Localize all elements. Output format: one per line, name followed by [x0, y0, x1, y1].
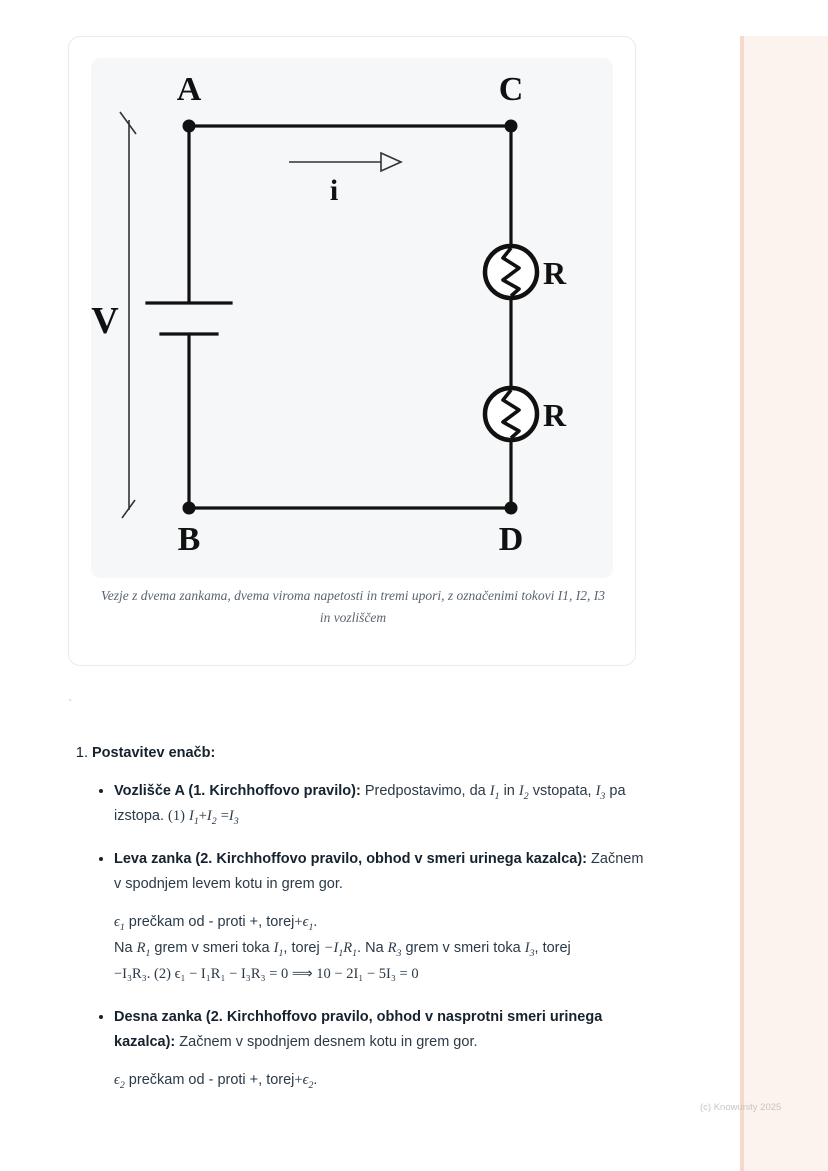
rl1-period: .	[313, 1072, 318, 1089]
eq1-equals: =	[220, 808, 229, 825]
ll2-b: grem v smeri toka	[154, 939, 270, 956]
figure-card	[68, 36, 636, 666]
bullet-node-a	[114, 779, 648, 829]
node-label-c: C	[498, 71, 524, 108]
bullet-node-a-text-3: vstopata,	[532, 783, 592, 800]
bullet-left-loop	[114, 847, 648, 987]
rl1-text: prečkam od - proti +, torej	[128, 1072, 295, 1089]
solution-step-list	[68, 742, 648, 1094]
equation-tag-1: (1)	[168, 808, 185, 825]
article-body	[68, 742, 648, 1112]
ll2-term-i1r1: $-I_1R_1$	[323, 939, 358, 959]
left-loop-line1-period: .	[313, 913, 318, 930]
node-dot-a	[183, 120, 196, 133]
right-page-strip	[740, 36, 828, 1171]
voltage-source-label: V	[91, 300, 119, 342]
left-loop-line1-plus: +	[294, 913, 303, 930]
node-dot-b	[183, 502, 196, 515]
circuit-diagram-svg	[91, 58, 613, 578]
ll2-e: grem v smeri toka	[405, 939, 521, 956]
symbol-r1: $R_1$	[136, 939, 151, 959]
symbol-epsilon-1: $\epsilon_1$	[114, 913, 125, 933]
ll2-f: , torej	[534, 939, 571, 956]
bullet-right-loop-text: Začnem v spodnjem desnem kotu in grem gor.	[179, 1034, 478, 1051]
left-loop-math-line-1	[114, 910, 648, 936]
left-loop-line1-text: prečkam od - proti +, torej	[128, 913, 295, 930]
bullet-node-a-text-4: pa izstopa.	[114, 783, 626, 825]
bullet-left-loop-text: Začnem v spodnjem levem kotu in grem gor.	[114, 851, 644, 892]
current-arrow-head	[381, 153, 401, 171]
node-dot-d	[505, 502, 518, 515]
eq1-i1: $I_1$	[188, 808, 199, 828]
resistor-top-label: R	[543, 255, 567, 291]
copyright-watermark: (c) Knowunity 2025	[700, 1102, 782, 1113]
symbol-i3: $I_3$	[595, 783, 606, 803]
symbol-epsilon-2: $\epsilon_2$	[114, 1072, 125, 1092]
bullet-node-a-text-1: Predpostavimo, da	[364, 783, 486, 800]
left-loop-math-line-3: −I₃R₃. (2) ϵ₁ − I₁R₁ − I₃R₃ = 0 ⟹ 10 − 2I₁ − 5I₃ = 0	[114, 965, 419, 982]
ll2-i3: $I_3$	[524, 939, 535, 959]
resistor-bottom-label: R	[543, 397, 567, 433]
circuit-diagram-panel	[91, 58, 613, 578]
node-dot-c	[505, 120, 518, 133]
eq1-i3: $I_3$	[228, 808, 239, 828]
voltage-bracket-arrow-top	[120, 112, 136, 134]
right-loop-math-line-1	[114, 1068, 648, 1094]
step-heading: Postavitev enačb:	[92, 745, 216, 761]
rule-bullet-list	[92, 779, 648, 1094]
ll2-i1: $I_1$	[273, 939, 284, 959]
rl1-plus: +	[294, 1072, 303, 1089]
rl1-eps2: $\epsilon_2$	[302, 1072, 314, 1092]
stray-backtick-text: `	[66, 698, 75, 714]
bullet-right-loop	[114, 1005, 648, 1094]
bullet-node-a-lead: Vozlišče A (1. Kirchhoffovo pravilo):	[114, 783, 361, 800]
left-loop-math-line-2	[114, 936, 648, 962]
bullet-right-loop-lead: Desna zanka (2. Kirchhoffovo pravilo, obhod v nasprotni smeri urinega kazalca):	[114, 1009, 603, 1051]
solution-step-1	[92, 742, 648, 1094]
left-loop-line1-eps2: $\epsilon_1$	[302, 913, 314, 933]
right-loop-math	[114, 1068, 648, 1094]
node-label-d: D	[498, 521, 524, 558]
right-page-strip-edge	[740, 36, 744, 1171]
node-label-b: B	[177, 521, 201, 558]
symbol-i2: $I_2$	[518, 783, 529, 803]
left-loop-math	[114, 910, 648, 987]
current-label-i: i	[329, 174, 339, 207]
ll2-a: Na	[114, 939, 133, 956]
ll2-d: . Na	[357, 939, 384, 956]
node-label-a: A	[176, 71, 202, 108]
figure-caption: Vezje z dvema zankama, dvema viroma napetosti in tremi upori, z označenimi tokovi I1, I2, I3 in vozliščem	[100, 588, 606, 626]
symbol-i1: $I_1$	[489, 783, 500, 803]
bullet-node-a-text-2: in	[503, 783, 515, 800]
eq1-plus: +	[198, 808, 207, 825]
eq1-i2: $I_2$	[206, 808, 217, 828]
ll2-c: , torej	[283, 939, 320, 956]
bullet-left-loop-lead: Leva zanka (2. Kirchhoffovo pravilo, obhod v smeri urinega kazalca):	[114, 851, 587, 868]
symbol-r3: $R_3$	[387, 939, 402, 959]
